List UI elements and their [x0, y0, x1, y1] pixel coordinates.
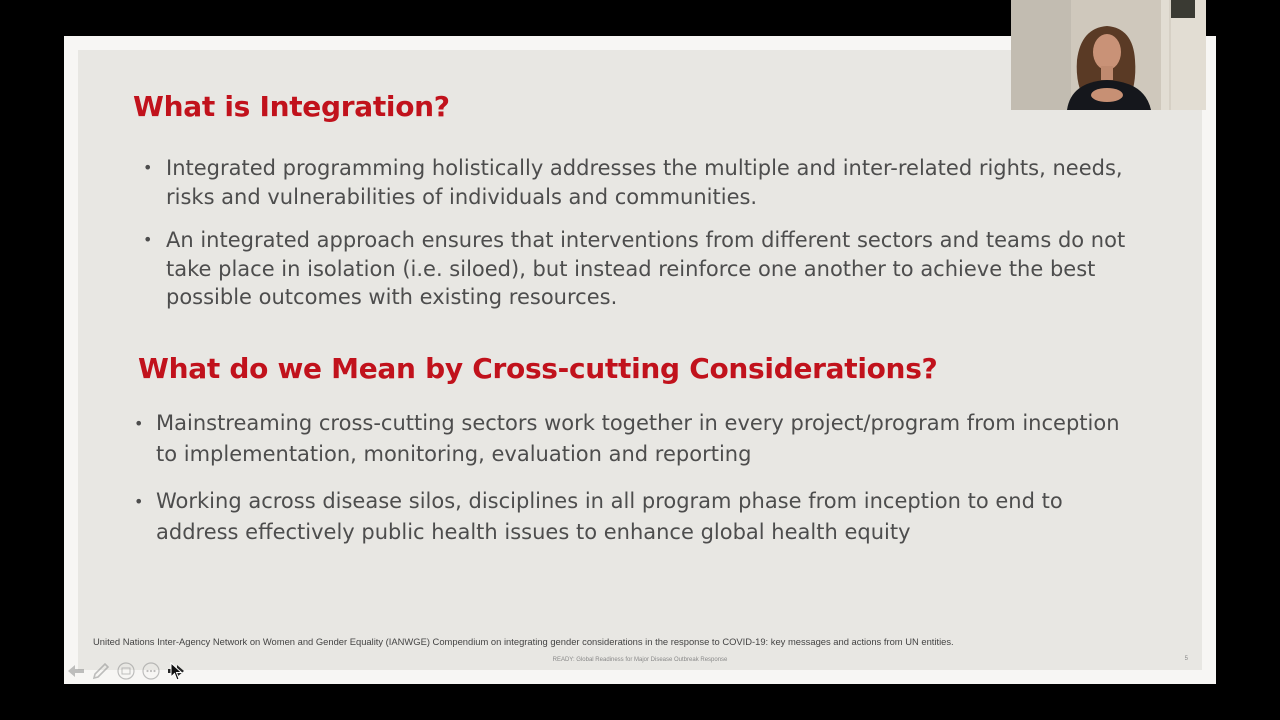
slide-number: 5: [1184, 656, 1188, 662]
list-item: [134, 486, 1136, 548]
citation-footnote: United Nations Inter-Agency Network on Women and Gender Equality (IANWGE) Compendium on integrating gender considerations in the response to COVID-19: key messages and actions from UN entities.: [93, 636, 954, 647]
bullet-marker: •: [134, 414, 144, 433]
list-item: [143, 154, 1126, 211]
more-options-button[interactable]: [141, 662, 160, 681]
bullet-marker: •: [143, 158, 153, 177]
slide: [78, 50, 1202, 670]
previous-slide-button[interactable]: [66, 662, 85, 681]
bullet-text: An integrated approach ensures that interventions from different sectors and teams do not take place in isolation (i.e. siloed), but instead reinforce one another to achieve the best possible outcomes with existing resources.: [166, 228, 1126, 309]
presentation-controls: [66, 660, 185, 682]
bullet-text: Mainstreaming cross-cutting sectors work together in every project/program from inception to implementation, monitoring, evaluation and reporting: [156, 411, 1120, 466]
slide-footer: READY: Global Readiness for Major Disease Outbreak Response: [552, 657, 728, 663]
section-heading-cross-cutting: What do we Mean by Cross-cutting Considerations?: [138, 352, 938, 385]
bullet-text: Working across disease silos, disciplines in all program phase from inception to end to address effectively public health issues to enhance global health equity: [156, 489, 1063, 544]
presenter-webcam-video: [1011, 0, 1206, 110]
slides-overview-button[interactable]: [116, 662, 135, 681]
more-options-icon: [142, 662, 160, 680]
integration-bullet-list: [143, 154, 1126, 327]
bullet-marker: •: [134, 492, 144, 511]
presenter-video-frame: [1011, 0, 1206, 110]
slides-grid-icon: [117, 662, 135, 680]
pen-icon: [92, 662, 110, 680]
previous-arrow-icon: [67, 664, 85, 678]
section-heading-integration: What is Integration?: [133, 90, 450, 123]
bullet-text: Integrated programming holistically addresses the multiple and inter-related rights, needs, risks and vulnerabilities of individuals and communities.: [166, 156, 1123, 209]
list-item: [134, 408, 1136, 470]
presentation-viewport: [64, 36, 1216, 684]
bullet-marker: •: [143, 230, 153, 249]
list-item: [143, 226, 1126, 312]
pen-tool-button[interactable]: [91, 662, 110, 681]
cross-cutting-bullet-list: [134, 408, 1136, 564]
mouse-cursor-icon: [170, 662, 184, 686]
